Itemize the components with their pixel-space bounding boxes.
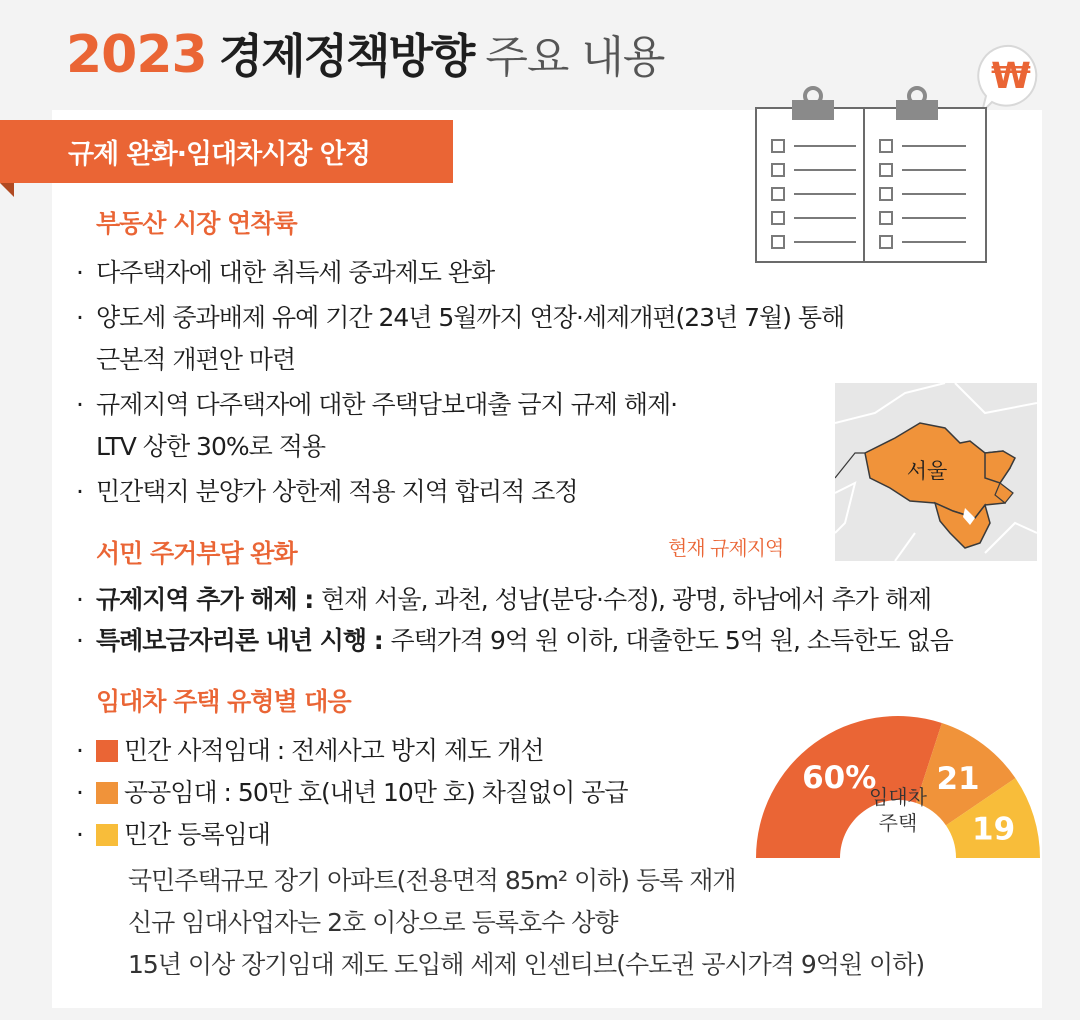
detail-line: 국민주택규모 장기 아파트(전용면적 85m² 이하) 등록 재개 [128, 866, 736, 895]
chart-slice-label: 19 [972, 811, 1016, 848]
list-item: · 민간 사적임대 : 전세사고 방지 제도 개선 [76, 736, 544, 765]
legend-swatch [96, 824, 118, 846]
list-item: · 공공임대 : 50만 호(내년 10만 호) 차질없이 공급 [76, 778, 628, 807]
section-heading-rental: 임대차 주택 유형별 대응 [96, 687, 351, 716]
legend-swatch [96, 740, 118, 762]
chart-center-label: 임대차 [869, 785, 927, 809]
list-item-continued: 근본적 개편안 마련 [96, 345, 296, 374]
section-heading-housing-burden: 서민 주거부담 완화 [96, 539, 297, 568]
list-item: · 특례보금자리론 내년 시행 : 주택가격 9억 원 이하, 대출한도 5억 원, 소득한도 없음 [76, 626, 953, 655]
section-heading-soft-landing: 부동산 시장 연착륙 [96, 209, 297, 238]
map-graphic [835, 383, 1037, 561]
logo-glyph: ₩ [991, 56, 1031, 97]
list-item: · 규제지역 추가 해제 : 현재 서울, 과천, 성남(분당·수정), 광명, 하남에서 추가 해제 [76, 585, 932, 614]
chart-slice-label: 60% [802, 760, 877, 797]
map-caption: 현재 규제지역 [668, 536, 784, 560]
banner-fold [0, 183, 14, 197]
list-item: · 민간택지 분양가 상한제 적용 지역 합리적 조정 [76, 477, 578, 506]
detail-line: 15년 이상 장기임대 제도 도입해 세제 인센티브(수도권 공시가격 9억원 이하) [128, 950, 925, 979]
title-sub: 주요 내용 [485, 32, 665, 83]
map-region-label: 서울 [906, 459, 948, 483]
chart-slice-label: 21 [936, 761, 980, 798]
list-item: · 민간 등록임대 [76, 820, 270, 849]
page-title [66, 20, 664, 90]
chart-center-label: 주택 [878, 811, 918, 835]
seoul-map [835, 383, 1037, 561]
section-banner: 규제 완화·임대차시장 안정 [0, 120, 453, 183]
title-year: 2023 [66, 25, 207, 85]
rental-share-chart [748, 700, 1048, 860]
clipboard-icon [752, 86, 992, 264]
legend-swatch [96, 782, 118, 804]
list-item: · 규제지역 다주택자에 대한 주택담보대출 금지 규제 해제· [76, 390, 678, 419]
list-item: · 양도세 중과배제 유예 기간 24년 5월까지 연장·세제개편(23년 7월) 통해 [76, 303, 845, 332]
title-main: 경제정책방향 [218, 29, 474, 83]
list-item: · 다주택자에 대한 취득세 중과제도 완화 [76, 258, 495, 287]
list-item-continued: LTV 상한 30%로 적용 [96, 432, 326, 461]
detail-line: 신규 임대사업자는 2호 이상으로 등록호수 상향 [128, 908, 618, 937]
